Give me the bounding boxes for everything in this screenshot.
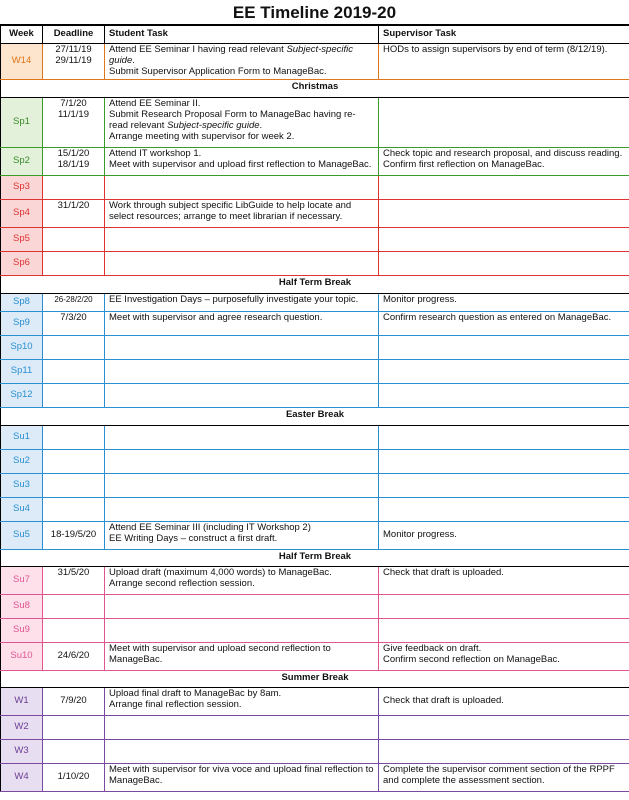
break-row-half-term-2 — [1, 549, 629, 566]
week-cell: Su8 — [1, 594, 43, 618]
deadline-cell — [43, 335, 105, 359]
break-label: Summer Break — [1, 670, 629, 687]
break-label: Half Term Break — [1, 275, 629, 293]
supervisor-task-cell — [379, 618, 629, 642]
break-label: Easter Break — [1, 407, 629, 425]
supervisor-task-cell — [379, 566, 629, 594]
table-row-sp2 — [1, 147, 629, 175]
supervisor-task-cell — [379, 44, 629, 80]
week-cell: Su10 — [1, 642, 43, 670]
header-supervisor-task: Supervisor Task — [379, 26, 629, 44]
table-row-w1 — [1, 687, 629, 715]
student-task-cell — [105, 618, 379, 642]
table-row-su2 — [1, 449, 629, 473]
student-task-cell — [105, 335, 379, 359]
supervisor-task-line: Complete the supervisor comment section of the RPPF and complete the assessment section. — [383, 763, 615, 786]
student-task-cell — [105, 594, 379, 618]
week-cell: Sp5 — [1, 227, 43, 251]
supervisor-task-cell — [379, 293, 629, 311]
table-row-w4 — [1, 763, 629, 791]
student-task-cell — [105, 293, 379, 311]
student-task-cell — [105, 175, 379, 199]
deadline-cell — [43, 521, 105, 549]
student-task-cell — [105, 687, 379, 715]
student-task-line: Submit Supervisor Application Form to ManageBac. — [109, 65, 327, 77]
deadline-line: 7/9/20 — [60, 694, 87, 706]
student-task-cell — [105, 425, 379, 449]
deadline-line: 15/1/20 — [57, 147, 90, 159]
supervisor-task-cell — [379, 175, 629, 199]
deadline-cell — [43, 618, 105, 642]
student-task-cell — [105, 763, 379, 791]
supervisor-task-cell — [379, 425, 629, 449]
break-row-easter — [1, 407, 629, 425]
supervisor-task-cell — [379, 473, 629, 497]
supervisor-task-cell — [379, 311, 629, 335]
deadline-cell — [43, 147, 105, 175]
table-row-su10 — [1, 642, 629, 670]
week-cell: W4 — [1, 763, 43, 791]
student-task-line: Arrange meeting with supervisor for week 2. — [109, 130, 295, 142]
table-row-su4 — [1, 497, 629, 521]
deadline-line: 7/1/20 — [60, 97, 87, 109]
student-task-cell — [105, 497, 379, 521]
deadline-cell — [43, 359, 105, 383]
deadline-cell — [43, 715, 105, 739]
week-cell: Su9 — [1, 618, 43, 642]
break-row-half-term-1 — [1, 275, 629, 293]
week-cell: Su7 — [1, 566, 43, 594]
student-task-line — [109, 110, 374, 132]
supervisor-task-cell — [379, 763, 629, 791]
student-task-cell — [105, 44, 379, 80]
table-row-w3 — [1, 739, 629, 763]
table-row-sp10 — [1, 335, 629, 359]
week-cell: Sp6 — [1, 251, 43, 275]
deadline-cell — [43, 199, 105, 227]
deadline-cell — [43, 473, 105, 497]
deadline-cell — [43, 175, 105, 199]
student-task-line: Attend EE Seminar II. — [109, 97, 201, 109]
week-cell: Sp11 — [1, 359, 43, 383]
table-row-su7 — [1, 566, 629, 594]
student-task-cell — [105, 199, 379, 227]
supervisor-task-cell — [379, 227, 629, 251]
deadline-line: 31/5/20 — [57, 566, 90, 578]
table-row-su9 — [1, 618, 629, 642]
header-row — [1, 26, 629, 44]
supervisor-task-line: Check topic and research proposal, and discuss reading. — [383, 147, 623, 159]
deadline-cell — [43, 311, 105, 335]
student-task-emphasis: Subject-specific guide — [167, 119, 260, 131]
deadline-cell — [43, 497, 105, 521]
supervisor-task-cell — [379, 251, 629, 275]
student-task-text: . — [132, 54, 135, 66]
student-task-cell — [105, 521, 379, 549]
week-cell: Su3 — [1, 473, 43, 497]
week-cell: Su2 — [1, 449, 43, 473]
deadline-cell — [43, 687, 105, 715]
break-row-christmas — [1, 79, 629, 97]
header-student-task: Student Task — [105, 26, 379, 44]
student-task-line: Upload draft (maximum 4,000 words) to ManageBac. — [109, 566, 332, 578]
deadline-cell — [43, 44, 105, 80]
supervisor-task-cell — [379, 521, 629, 549]
supervisor-task-cell — [379, 687, 629, 715]
deadline-cell — [43, 227, 105, 251]
week-cell: Sp10 — [1, 335, 43, 359]
supervisor-task-line: Check that draft is uploaded. — [383, 566, 504, 578]
student-task-cell — [105, 566, 379, 594]
deadline-cell — [43, 763, 105, 791]
deadline-line: 29/11/19 — [55, 54, 92, 66]
supervisor-task-cell — [379, 199, 629, 227]
supervisor-task-line: Confirm second reflection on ManageBac. — [383, 653, 560, 665]
deadline-cell — [43, 449, 105, 473]
student-task-line — [109, 45, 374, 67]
student-task-cell — [105, 311, 379, 335]
week-cell: W1 — [1, 687, 43, 715]
deadline-line: 18/1/19 — [57, 158, 90, 170]
week-cell: W2 — [1, 715, 43, 739]
header-week: Week — [1, 26, 43, 44]
student-task-cell — [105, 383, 379, 407]
table-row-w2 — [1, 715, 629, 739]
week-cell: Su1 — [1, 425, 43, 449]
student-task-cell — [105, 147, 379, 175]
week-cell: Su5 — [1, 521, 43, 549]
supervisor-task-line: Confirm research question as entered on ManageBac. — [383, 311, 612, 323]
deadline-line: 11/1/19 — [58, 108, 89, 120]
table-row-su1 — [1, 425, 629, 449]
supervisor-task-cell — [379, 642, 629, 670]
supervisor-task-cell — [379, 739, 629, 763]
page-title: EE Timeline 2019-20 — [0, 0, 629, 25]
week-cell: Sp2 — [1, 147, 43, 175]
student-task-text: Attend EE Seminar I having read relevant — [109, 44, 287, 55]
deadline-cell — [43, 383, 105, 407]
student-task-line: Attend EE Seminar III (including IT Workshop 2) — [109, 521, 311, 533]
supervisor-task-cell — [379, 359, 629, 383]
student-task-text: Submit Research Proposal Form to ManageBac having re-read relevant — [109, 108, 356, 131]
week-cell: Sp8 — [1, 293, 43, 311]
table-row-sp4 — [1, 199, 629, 227]
supervisor-task-cell — [379, 594, 629, 618]
student-task-line: Upload final draft to ManageBac by 8am. — [109, 687, 282, 699]
deadline-cell — [43, 642, 105, 670]
supervisor-task-cell — [379, 449, 629, 473]
student-task-cell — [105, 97, 379, 147]
student-task-cell — [105, 473, 379, 497]
week-cell: Sp4 — [1, 199, 43, 227]
week-cell: W3 — [1, 739, 43, 763]
table-row-sp8 — [1, 293, 629, 311]
week-cell: W14 — [1, 44, 43, 80]
supervisor-task-line: Check that draft is uploaded. — [383, 694, 504, 706]
supervisor-task-line: Monitor progress. — [383, 528, 457, 540]
break-row-summer — [1, 670, 629, 687]
supervisor-task-line: HODs to assign supervisors by end of term (8/12/19). — [383, 44, 608, 55]
student-task-line: Meet with supervisor and upload first reflection to ManageBac. — [109, 158, 372, 170]
supervisor-task-cell — [379, 715, 629, 739]
deadline-cell — [43, 293, 105, 311]
week-cell: Su4 — [1, 497, 43, 521]
supervisor-task-cell — [379, 383, 629, 407]
deadline-cell — [43, 594, 105, 618]
supervisor-task-cell — [379, 335, 629, 359]
student-task-emphasis: Subject-specific guide — [109, 44, 353, 66]
week-cell: Sp1 — [1, 97, 43, 147]
student-task-cell — [105, 739, 379, 763]
student-task-cell — [105, 715, 379, 739]
supervisor-task-line: Give feedback on draft. — [383, 642, 482, 654]
table-row-sp11 — [1, 359, 629, 383]
break-label: Half Term Break — [1, 549, 629, 566]
deadline-cell — [43, 425, 105, 449]
student-task-cell — [105, 642, 379, 670]
break-label: Christmas — [1, 79, 629, 97]
deadline-line: 24/6/20 — [57, 649, 90, 661]
week-cell: Sp9 — [1, 311, 43, 335]
supervisor-task-line: Monitor progress. — [383, 293, 457, 305]
table-row-su5 — [1, 521, 629, 549]
supervisor-task-cell — [379, 497, 629, 521]
student-task-cell — [105, 227, 379, 251]
deadline-line: 18-19/5/20 — [50, 528, 97, 540]
supervisor-task-cell — [379, 147, 629, 175]
supervisor-task-line: Confirm first reflection on ManageBac. — [383, 158, 545, 170]
table-row-sp12 — [1, 383, 629, 407]
student-task-line: EE Writing Days – construct a first draft. — [109, 532, 278, 544]
table-row-sp6 — [1, 251, 629, 275]
student-task-line: Arrange second reflection session. — [109, 577, 255, 589]
header-deadline: Deadline — [43, 26, 105, 44]
deadline-cell — [43, 739, 105, 763]
supervisor-task-cell — [379, 97, 629, 147]
week-cell: Sp12 — [1, 383, 43, 407]
table-row-sp9 — [1, 311, 629, 335]
student-task-cell — [105, 449, 379, 473]
deadline-line: 1/10/20 — [57, 770, 90, 782]
deadline-cell — [43, 97, 105, 147]
student-task-line: Meet with supervisor and agree research question. — [109, 311, 323, 323]
table-row-su3 — [1, 473, 629, 497]
deadline-line: 31/1/20 — [57, 199, 90, 211]
timeline-table — [0, 25, 629, 792]
student-task-line: Arrange final reflection session. — [109, 698, 242, 710]
student-task-line: Work through subject specific LibGuide to help locate and select resources; arrange to meet librarian if necessary. — [109, 199, 352, 222]
table-row-w14 — [1, 44, 629, 80]
deadline-line: 7/3/20 — [60, 311, 87, 323]
table-row-sp1 — [1, 97, 629, 147]
deadline-cell — [43, 566, 105, 594]
student-task-cell — [105, 251, 379, 275]
student-task-line: Meet with supervisor for viva voce and upload final reflection to ManageBac. — [109, 763, 374, 786]
table-row-sp3 — [1, 175, 629, 199]
table-row-su8 — [1, 594, 629, 618]
deadline-cell — [43, 251, 105, 275]
student-task-line: Attend IT workshop 1. — [109, 147, 202, 159]
table-row-sp5 — [1, 227, 629, 251]
deadline-line: 26-28/2/20 — [54, 294, 93, 304]
student-task-line: Meet with supervisor and upload second reflection to ManageBac. — [109, 642, 331, 665]
deadline-line: 27/11/19 — [55, 44, 92, 55]
student-task-cell — [105, 359, 379, 383]
week-cell: Sp3 — [1, 175, 43, 199]
student-task-text: . — [259, 119, 263, 131]
student-task-line: EE Investigation Days – purposefully investigate your topic. — [109, 293, 359, 305]
